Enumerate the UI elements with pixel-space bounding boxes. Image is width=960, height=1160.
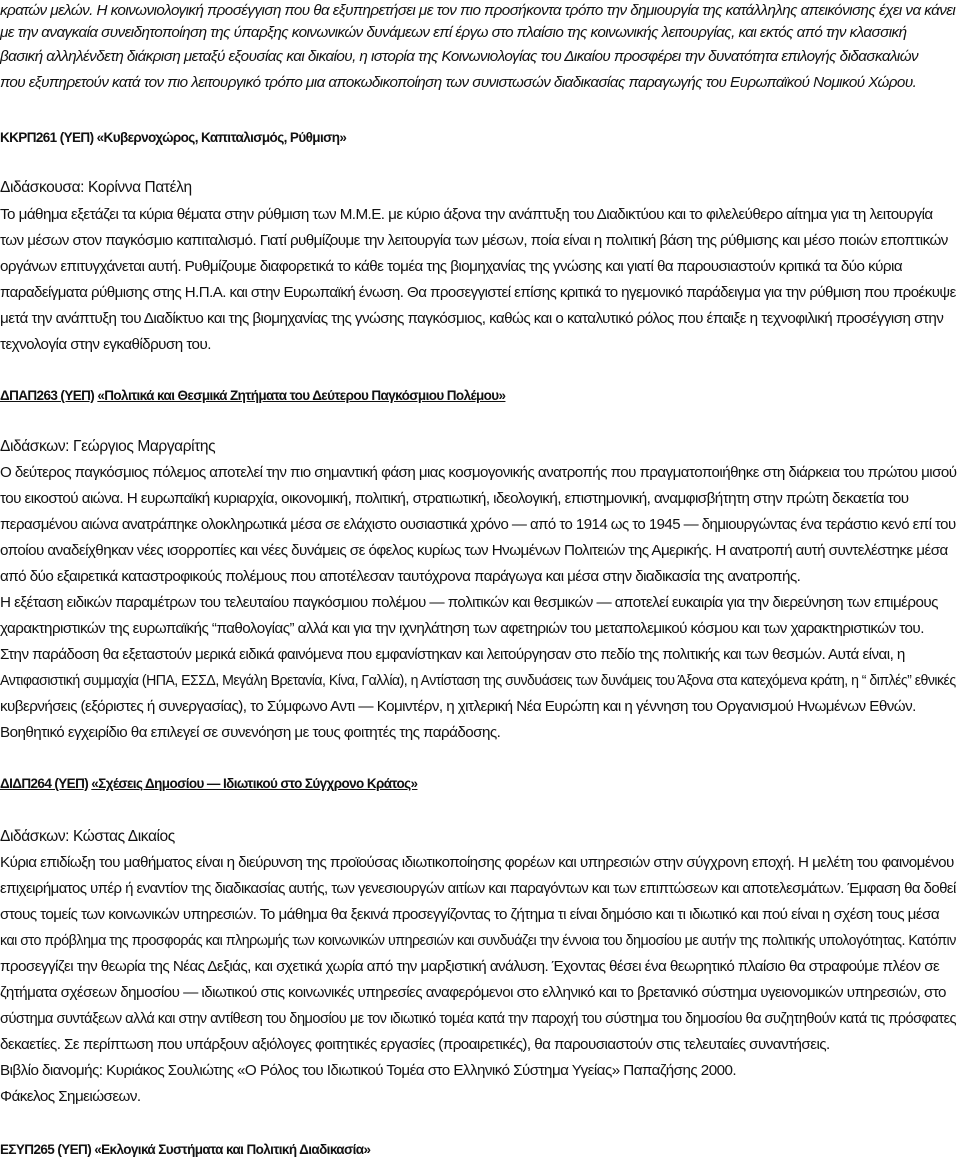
course-heading xyxy=(0,128,346,148)
course-body-line: δεκαετίες. Σε περίπτωση που υπάρξουν αξιόλογες φοιτητικές εργασίες (προαιρετικές), θα παρουσιαστούν στις τελευταίες συναντήσεις. xyxy=(0,1036,830,1053)
course-title: «Εκλογικά Συστήματα και Πολιτική Διαδικασία» xyxy=(94,1142,371,1157)
course-teacher: Διδάσκων: Γεώργιος Μαργαρίτης xyxy=(0,438,216,455)
course-body-line: Στην παράδοση θα εξεταστούν μερικά ειδικά φαινόμενα που εμφανίστηκαν και λειτούργησαν στο πεδίο της πολιτικής και των θεσμών. Αυτά είναι, η xyxy=(0,646,905,663)
course-code: ΚΚΡΠ261 (ΥΕΠ) xyxy=(0,130,94,145)
course-body-line: Ο δεύτερος παγκόσμιος πόλεμος αποτελεί την πιο σημαντική φάση μιας κοσμογονικής ανατροπής που πραγματοποιήθηκε στη διάρκεια του πρώτου μισού xyxy=(0,464,957,481)
course-body-line: Κύρια επιδίωξη του μαθήματος είναι η διεύρυνση της προϊούσας ιδιωτικοποίησης φορέων και υπηρεσιών στην σύγχρονη εποχή. Η μελέτη του φαινομένου xyxy=(0,854,954,871)
course-body-line: ζητήματα σχέσεων δημοσίου — ιδιωτικού στις κοινωνικές υπηρεσίες αναφερόμενοι στο ελληνικό και το βρετανικό σύστημα υγειονομικών υπηρεσιών, στο xyxy=(0,984,946,1001)
course-body-line: από δύο εξαιρετικά καταστροφικούς πολέμους που αποτέλεσαν ταυτόχρονα παράγωγα και μέσα στην διαδικασία της ανατροπής. xyxy=(0,568,801,585)
course-heading xyxy=(0,1140,370,1160)
course-code: ΔΙΔΠ264 (ΥΕΠ) xyxy=(0,776,89,791)
course-body-line: τεχνολογία στην εγκαθίδρυση του. xyxy=(0,336,211,353)
course-body-line: Βοηθητικό εγχειρίδιο θα επιλεγεί σε συνενόηση με τους φοιτητές της παράδοσης. xyxy=(0,724,501,741)
course-title: «Πολιτικά και Θεσμικά Ζητήματα του Δεύτερου Παγκόσμιου Πολέμου» xyxy=(97,388,506,403)
intro-line-4: που εξυπηρετούν κατά τον πιο λειτουργικό τρόπο μια αποκωδικοποίηση των συνιστωσών διαδικασίας παραγωγής του Ευρωπαϊκού Νομικού Χώρου. xyxy=(0,74,917,91)
intro-line-3: βασική αλληλένδετη διάκριση μεταξύ εξουσίας και δικαίου, η ιστορία της Κοινωνιολογίας του Δικαίου προσφέρει την δυνατότητα επιλογής διδασκαλιών xyxy=(0,48,919,65)
intro-line-1: κρατών μελών. Η κοινωνιολογική προσέγγιση που θα εξυπηρετήσει με τον πιο προσήκοντα τρόπο την δημιουργία της κατάλληλης απεικόνισης έχει να κάνει xyxy=(0,2,956,19)
course-body-line: Βιβλίο διανομής: Κυριάκος Σουλιώτης «Ο Ρόλος του Ιδιωτικού Τομέα στο Ελληνικό Σύστημα Υγείας» Παπαζήσης 2000. xyxy=(0,1062,737,1079)
course-body-line: στους τομείς των κοινωνικών υπηρεσιών. Το μάθημα θα ξεκινά προσεγγίζοντας το ζήτημα τι είναι δημόσιο και τι ιδιωτικό και πού είναι η σχέση τους μέσα xyxy=(0,906,940,923)
course-teacher: Διδάσκων: Κώστας Δικαίος xyxy=(0,828,175,845)
course-teacher: Διδάσκουσα: Κορίννα Πατέλη xyxy=(0,179,192,196)
course-body-line: οποίου αναδείχθηκαν νέες ισορροπίες και νέες δυνάμεις σε όφελος κυρίως των Ηνωμένων Πολιτειών της Αμερικής. Η ανατροπή αυτή συντελέστηκε μέσα xyxy=(0,542,948,559)
course-title: «Σχέσεις Δημοσίου — Ιδιωτικού στο Σύγχρονο Κράτος» xyxy=(91,776,418,791)
course-heading xyxy=(0,774,417,794)
course-body-line: κυβερνήσεις (εξόριστες ή συνεργασίας), το Σύμφωνο Αντι — Κομιντέρν, η χιτλερική Νέα Ευρώπη και η γέννηση του Οργανισμού Ηνωμένων Εθνών. xyxy=(0,698,916,715)
course-body-line: του εικοστού αιώνα. Η ευρωπαϊκή κυριαρχία, οικονομική, πολιτική, στρατιωτική, ιδεολογική, επιστημονική, αναμφισβήτητη στην πρώτη δεκαετία του xyxy=(0,490,909,507)
course-body-line: μετά την ανάπτυξη του Διαδίκτυο και της βιομηχανίας της γνώσης παγκόσμιος, καθώς και ο καταλυτικό ρόλος που έπαιξε η τεχνοφιλική προσέγγιση στην xyxy=(0,310,944,327)
course-body-line: σύστημα συντάξεων αλλά και στην αντίθεση του δημοσίου με τον ιδιωτικό τομέα κατά την παροχή του σύστημα του δημοσίου θα συζητηθούν κατά τις πρόσφατες xyxy=(0,1010,957,1027)
course-body-line: και στο πρόβλημα της προσφοράς και πληρωμής των κοινωνικών υπηρεσιών και συνδυάζει την έννοια του δημοσίου με αυτήν της πολιτικής υπολογότητας. Κατόπιν xyxy=(0,932,956,949)
course-code: ΔΠΑΠ263 (ΥΕΠ) xyxy=(0,388,95,403)
intro-line-2: με την αναγκαία συνειδητοποίηση της ύπαρξης κοινωνικών δυνάμεων επί έργω στο πλαίσιο της κοινωνικής λειτουργίας, και εκτός από την κλασσική xyxy=(0,24,907,41)
course-body-line: των μέσων στον παγκόσμιο καπιταλισμό. Γιατί ρυθμίζουμε την λειτουργία των μέσων, ποία είναι η πολιτική βάση της ρύθμισης και μέσο ποιών εποπτικών xyxy=(0,232,948,249)
course-title: «Κυβερνοχώρος, Καπιταλισμός, Ρύθμιση» xyxy=(96,130,347,145)
course-body-line: οργάνων επιτυγχάνεται αυτή. Ρυθμίζουμε διαφορετικά το κάθε τομέα της βιομηχανίας της γνώσης και γιατί θα παρουσιαστούν κριτικά τα δύο κύρια xyxy=(0,258,903,275)
course-heading xyxy=(0,386,505,406)
course-body-line: Η εξέταση ειδικών παραμέτρων του τελευταίου παγκόσμιου πολέμου — πολιτικών και θεσμικών — αποτελεί ευκαιρία για την διερεύνηση των επιμέρους xyxy=(0,594,938,611)
course-body-line: Το μάθημα εξετάζει τα κύρια θέματα στην ρύθμιση των Μ.Μ.Ε. με κύριο άξονα την ανάπτυξη του Διαδικτύου και το φιλελεύθερο αίτημα για τη λειτουργία xyxy=(0,206,933,223)
course-body-line: περασμένου αιώνα ανατράπηκε ολοκληρωτικά μέσα σε ελάχιστο ουσιαστικά χρόνο — από το 1914 ως το 1945 — δημιουργώντας ένα τεράστιο κενό επί του xyxy=(0,516,956,533)
course-code: ΕΣΥΠ265 (ΥΕΠ) xyxy=(0,1142,92,1157)
course-body-line: Αντιφασιστική συμμαχία (ΗΠΑ, ΕΣΣΔ, Μεγάλη Βρετανία, Κίνα, Γαλλία), η Αντίσταση της συνδυάσεις των δυνάμεις του Άξονα στα κατεχόμενα κράτη, η “ διπλές” εθνικές xyxy=(0,672,956,689)
course-body-line: παραδείγματα ρύθμισης στης Η.Π.Α. και στην Ευρωπαϊκή ένωση. Θα προσεγγιστεί επίσης κριτικά το ηγεμονικό παράδειγμα για την ρύθμιση που προέκυψε xyxy=(0,284,956,301)
course-body-line: χαρακτηριστικών της ευρωπαϊκής “παθολογίας” αλλά και για την ιχνηλάτηση των αφετηριών του μεταπολεμικού κόσμου και των χαρακτηριστικών του. xyxy=(0,620,924,637)
course-body-line: Φάκελος Σημειώσεων. xyxy=(0,1088,141,1105)
course-body-line: προσεγγίζει την θεωρία της Νέας Δεξιάς, και σχετικά χωρία από την μαρξιστική ανάλυση. Έχοντας θέσει ένα θεωρητικό πλαίσιο θα στραφούμε πλέον σε xyxy=(0,958,940,975)
course-body-line: επιχειρήματος υπέρ ή εναντίον της διαδικασίας αυτής, των γενεσιουργών αιτίων και παραγόντων και των επιπτώσεων και αποτελεσμάτων. Έμφαση θα δοθεί xyxy=(0,880,956,897)
